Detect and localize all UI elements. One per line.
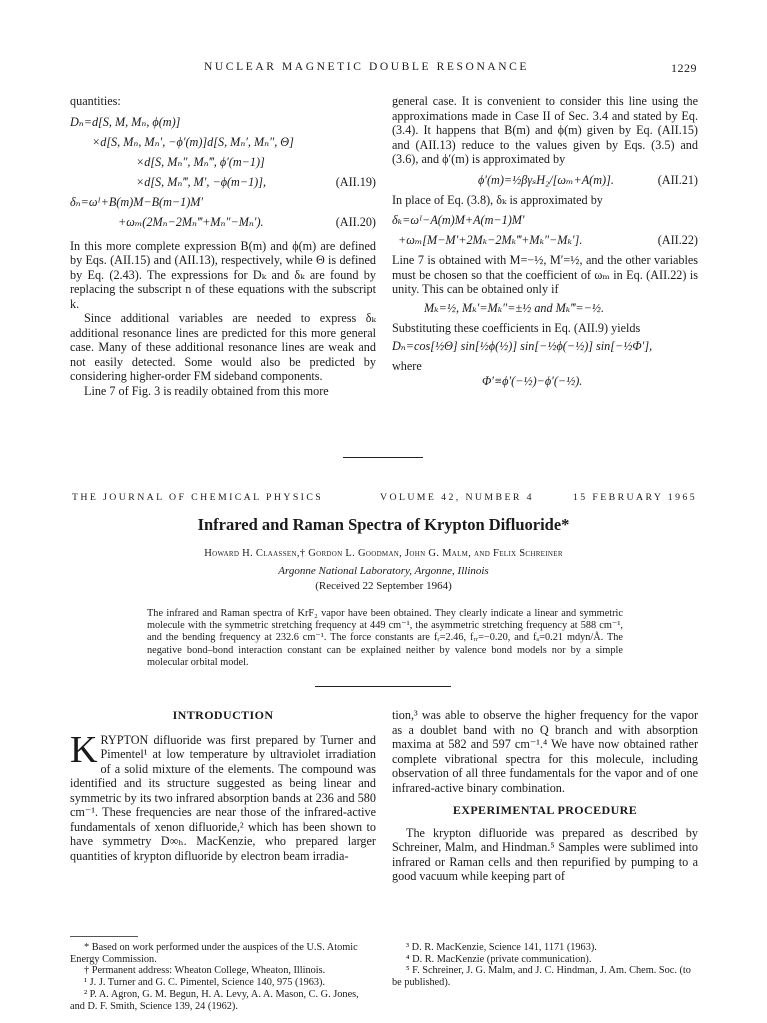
footnote: ³ D. R. MacKenzie, Science 141, 1171 (1963). xyxy=(406,942,597,953)
equation-line: Φ′≡ϕ′(−½)−ϕ′(−½). xyxy=(482,373,583,388)
journal-date: 15 FEBRUARY 1965 xyxy=(572,492,697,503)
prev-paragraph: Line 7 is obtained with M=−½, M′=½, and the other variables must be chosen so that the coefficient of ωₘ in Eq. (AII.22) is unity. This can be obtained only if xyxy=(392,253,698,296)
body-paragraph: The krypton difluoride was prepared as described by Schreiner, Malm, and Hindman.⁵ Samples were sublimed into infrared or Raman cells and then repurified by pumping to a good vacuum while keeping part of xyxy=(392,825,698,883)
article-left-column xyxy=(70,708,376,863)
equation-line: Dₙ=cos[½Θ] sin[½ϕ(½)] sin[−½ϕ(−½)] sin[−½Φ′], xyxy=(392,339,653,353)
footnote: ⁵ F. Schreiner, J. G. Malm, and J. C. Hindman, J. Am. Chem. Soc. (to be published). xyxy=(392,965,691,989)
equation-line: Mₖ=½, Mₖ′=Mₖ″=±½ and Mₖ‴=−½. xyxy=(424,300,604,315)
page-number: 1229 xyxy=(671,61,697,75)
equation-line: ϕ′(m)=½βγₛH₂/[ωₘ+A(m)]. (AII.21) xyxy=(478,172,698,187)
prev-where: where xyxy=(392,359,422,373)
section-heading-introduction: INTRODUCTION xyxy=(172,708,274,722)
received-date: (Received 22 September 1964) xyxy=(315,580,452,592)
footnotes-right xyxy=(392,942,698,989)
equation-line: δₖ=ωᴵ−A(m)M+A(m−1)M′ xyxy=(392,213,525,227)
prev-paragraph: In this more complete expression B(m) and ϕ(m) are defined by Eqs. (AII.15) and (AII.13), respectively, while Θ is defined by Eq. (2.43). The expressions for Dₖ and δₖ are found by replacing the subscript n of these equations with the subscript k. xyxy=(70,238,376,311)
equation-number: (AII.22) xyxy=(657,233,698,247)
running-head-title: NUCLEAR MAGNETIC DOUBLE RESONANCE xyxy=(204,61,530,73)
prev-paragraph: Line 7 of Fig. 3 is readily obtained from this more xyxy=(84,383,329,398)
article-right-column xyxy=(392,708,698,884)
equation-number: (AII.20) xyxy=(335,214,376,229)
prev-paragraph: In place of Eq. (3.8), δₖ is approximated by xyxy=(392,192,603,207)
equation-line: Dₙ=d[S, M, Mₙ, ϕ(m)] xyxy=(70,114,181,129)
journal-name: THE JOURNAL OF CHEMICAL PHYSICS xyxy=(72,492,324,503)
intro-paragraph: KRYPTON difluoride was first prepared by Turner and Pimentel¹ at low temperature by ultraviolet irradiation of a solid mixture of the elements. The compound was identified and its structure suggested as being linear and symmetric by its two infrared absorption bands at 236 and 580 cm⁻¹. These frequencies are near those of the infrared-active fundamentals of xenon difluoride,² which has been shown to have symmetry D∞ₕ. MacKenzie, who prepared larger quantities of krypton difluoride by electron beam irradia- xyxy=(70,728,376,863)
article-separator xyxy=(343,457,423,458)
footnote: * Based on work performed under the auspices of the U.S. Atomic Energy Commission. xyxy=(70,942,358,965)
prev-intro: quantities: xyxy=(70,94,121,108)
equation-line: ×d[S, Mₙ‴, M′, −ϕ(m−1)], (AII.19) xyxy=(136,174,376,189)
prev-paragraph: general case. It is convenient to consider this line using the approximations made in Case II of Sec. 3.4 and stated by Eq. (3.4). It happens that B(m) and ϕ(m) given by Eq. (AII.15) and (AII.13) reduce to the values given by Eqs. (3.5) and (3.6), and ϕ′(m) is approximated by xyxy=(392,94,698,166)
article-title: Infrared and Raman Spectra of Krypton Difluoride* xyxy=(197,515,570,534)
equation-line: ×d[S, Mₙ, Mₙ′, −ϕ′(m)]d[S, Mₙ′, Mₙ″, Θ] xyxy=(92,134,294,149)
article-authors: Howard H. Claassen,† Gordon L. Goodman, John G. Malm, and Felix Schreiner xyxy=(204,548,563,559)
abstract-separator xyxy=(315,686,451,687)
equation-line: ×d[S, Mₙ″, Mₙ‴, ϕ′(m−1)] xyxy=(136,154,265,169)
body-paragraph: tion,³ was able to observe the higher frequency for the vapor as a doublet band with no Q branch and with absorption maxima at 582 and 597 cm⁻¹.⁴ We have now obtained rather complete vibrational spectra for this molecule, including observation of all three fundamentals for the vapor and of one infrared-active binary combination. xyxy=(392,708,698,795)
prev-left-column xyxy=(70,94,376,398)
equation-line: +ωₘ(2Mₙ−2Mₙ‴+Mₙ″−Mₙ′). (AII.20) xyxy=(118,214,376,229)
footnote-rule xyxy=(70,936,138,937)
drop-cap: K xyxy=(70,728,98,771)
section-heading-experimental: EXPERIMENTAL PROCEDURE xyxy=(452,803,638,817)
footnote: ¹ J. J. Turner and G. C. Pimentel, Science 140, 975 (1963). xyxy=(84,977,326,989)
footnotes-left xyxy=(70,942,376,1012)
prev-paragraph: Substituting these coefficients in Eq. (AII.9) yields xyxy=(392,320,641,335)
equation-number: (AII.19) xyxy=(335,174,376,189)
equation-number: (AII.21) xyxy=(657,172,698,187)
footnote: † Permanent address: Wheaton College, Wheaton, Illinois. xyxy=(84,965,326,977)
article-affiliation: Argonne National Laboratory, Argonne, Illinois xyxy=(278,565,489,577)
journal-volume: VOLUME 42, NUMBER 4 xyxy=(380,492,534,503)
abstract: The infrared and Raman spectra of KrF₂ vapor have been obtained. They clearly indicate a linear and symmetric molecule with the symmetric stretching frequency at 449 cm⁻¹, the asymmetric stretching frequency at 588 cm⁻¹, and the bending frequency at 232.6 cm⁻¹. The force constants are fᵣ=2.46, fᵣᵣ=−0.20, and fₐ=0.21 mdyn/Å. The negative bond–bond interaction constant can be explained neither by valence bond models nor by a simple molecular orbital model. xyxy=(147,608,623,668)
equation-line: +ωₘ[M−M′+2Mₖ−2Mₖ‴+Mₖ″−Mₖ′]. (AII.22) xyxy=(398,233,698,247)
prev-right-column xyxy=(392,94,698,394)
footnote: ⁴ D. R. MacKenzie (private communication). xyxy=(406,953,592,965)
footnote: ² P. A. Agron, G. M. Begun, H. A. Levy, A. A. Mason, C. G. Jones, and D. F. Smith, Science 139, 24 (1962). xyxy=(70,988,359,1012)
prev-paragraph: Since additional variables are needed to express δₖ additional resonance lines are predicted for this more general case. Many of these additional resonance lines are weak and not easily detected. Some would also be predicted by considering higher-order FM sideband components. xyxy=(70,311,376,383)
equation-line: δₙ=ωᴵ+B(m)M−B(m−1)M′ xyxy=(70,194,204,209)
